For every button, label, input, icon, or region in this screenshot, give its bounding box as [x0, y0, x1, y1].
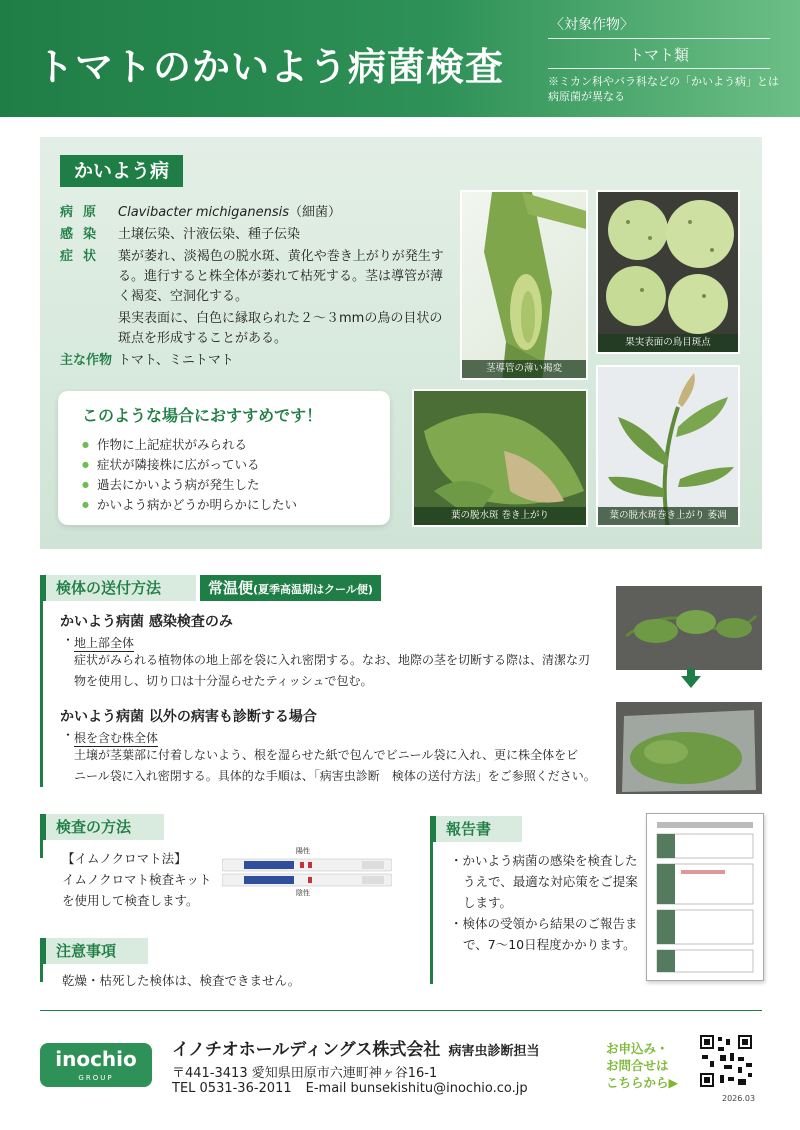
list-item: ● 過去にかいよう病が発生した	[82, 475, 297, 495]
shipping-badge	[200, 575, 381, 601]
info-value: 果実表面に、白色に縁取られた２～３mmの鳥の目状の斑点を形成することがある。	[118, 311, 443, 346]
photo-bagged-sample	[616, 702, 762, 794]
method-text	[62, 848, 211, 911]
disease-title: かいよう病	[60, 155, 183, 187]
method-line: を使用して検査します。	[62, 893, 199, 908]
info-row-pathogen	[60, 203, 450, 223]
photo-wilt	[596, 365, 740, 527]
apply-line: お申込み・	[606, 1041, 669, 1056]
qr-code-icon[interactable]	[698, 1033, 754, 1089]
company-logo	[40, 1043, 152, 1087]
arrow-down-icon	[681, 676, 701, 688]
sample-plant-image	[616, 586, 762, 670]
header-banner	[0, 0, 800, 117]
pathogen-name: Clavibacter michiganensis	[118, 205, 290, 220]
info-value: トマト、ミニトマト	[118, 353, 234, 368]
method-line: 【イムノクロマト法】	[62, 851, 187, 866]
case2-title: かいよう病菌 以外の病害も診断する場合	[60, 709, 317, 725]
method-line: イムノクロマト検査キット	[62, 872, 212, 887]
recommend-box	[58, 391, 390, 525]
divider	[548, 68, 770, 69]
photo-sample-plant	[616, 586, 762, 670]
photo-stem	[460, 190, 588, 380]
report-text: ・かいよう病菌の感染を検査した うえで、最適な対応策をご提案 します。 ・検体の受領から結果のご報告ま で、7〜10日程度かかります。	[450, 850, 640, 955]
info-key	[60, 309, 118, 349]
email-address[interactable]: E-mail bunsekishitu@inochio.co.jp	[305, 1081, 528, 1096]
company-address: 〒441-3413 愛知県田原市六連町神ヶ谷16-1	[172, 1066, 438, 1081]
info-row-symptoms-fruit	[60, 309, 450, 349]
info-key: 主な作物	[60, 353, 113, 368]
info-row-crops	[60, 351, 450, 371]
issue-date: 2026.03	[722, 1094, 756, 1103]
apply-prompt	[606, 1040, 678, 1091]
kit-positive-label: 陽性	[296, 847, 310, 855]
stem-image	[462, 192, 588, 380]
pathogen-type: （細菌）	[289, 205, 342, 220]
photo-caption: 葉の脱水斑 巻き上がり	[414, 507, 586, 525]
case1-label: 地上部全体	[74, 636, 135, 650]
badge-label: 常温便	[208, 579, 254, 597]
shipping-heading: 検体の送付方法	[40, 575, 196, 601]
disease-info	[60, 203, 450, 373]
bagged-sample-image	[616, 702, 762, 794]
department: 病害虫診断担当	[448, 1044, 540, 1059]
info-row-infection	[60, 225, 450, 245]
case2-line: ニール袋に入れ密閉する。具体的な手順は、「病害虫診断 検体の送付方法」をご参照ください。	[74, 769, 596, 783]
case2-line: 土壌が茎葉部に付着しないよう、根を湿らせた紙で包んでビニール袋に入れ、更に株全体をビ	[74, 748, 579, 762]
contact-line	[172, 1081, 542, 1096]
caution-heading: 注意事項	[40, 938, 148, 964]
case1-line: 症状がみられる植物体の地上部を袋に入れ密閉する。なお、地際の茎を切断する際は、清潔な刃	[74, 653, 591, 667]
target-crop-value: トマト類	[628, 46, 689, 64]
report-line: します。	[463, 895, 513, 910]
divider	[548, 38, 770, 39]
case2-label: 根を含む株全体	[74, 731, 159, 745]
section-rule	[40, 575, 43, 787]
case2-text	[74, 745, 604, 787]
logo-subtext: GROUP	[78, 1074, 114, 1082]
case1-line: 物を使用し、切り口は十分湿らせたティッシュで包む。	[74, 674, 373, 688]
company-label: イノチオホールディングス株式会社	[172, 1040, 441, 1060]
photo-caption: 果実表面の鳥目斑点	[598, 334, 738, 352]
report-line: うえで、最適な対応策をご提案	[463, 874, 638, 889]
info-key: 症状	[60, 249, 107, 264]
list-item: ● 作物に上記症状がみられる	[82, 435, 297, 455]
report-line: で、7〜10日程度かかります。	[463, 937, 636, 952]
kit-negative-label: 陰性	[296, 889, 310, 897]
fruit-image	[598, 192, 740, 354]
info-value: 葉が萎れ、淡褐色の脱水斑、黄化や巻き上がりが発生する。進行すると株全体が萎れて枯死する。茎は導管が薄く褐変、空洞化する。	[118, 249, 444, 304]
report-line: かいよう病菌の感染を検査した	[462, 853, 638, 868]
method-heading: 検査の方法	[40, 814, 164, 840]
info-row-symptoms	[60, 247, 450, 307]
report-line: 検体の受領から結果のご報告ま	[462, 916, 638, 931]
caution-text: 乾燥・枯死した検体は、検査できません。	[62, 973, 301, 988]
wilt-image	[598, 367, 740, 527]
apply-line: お問合せは	[606, 1058, 669, 1073]
info-value: 土壌伝染、汁液伝染、種子伝染	[118, 227, 301, 242]
case1-text	[74, 650, 604, 692]
list-item: ● かいよう病かどうか明らかにしたい	[82, 495, 297, 515]
photo-caption: 茎導管の薄い褐変	[462, 360, 586, 378]
apply-line: こちらから▶	[606, 1075, 679, 1090]
disease-panel	[40, 137, 762, 549]
photo-leaf	[412, 389, 588, 527]
company-name	[172, 1035, 539, 1060]
test-kit-image	[222, 858, 392, 888]
target-crop-heading: 〈対象作物〉	[550, 17, 634, 33]
recommend-list	[82, 435, 297, 515]
page-title: トマトのかいよう病菌検査	[36, 45, 505, 89]
list-item: ● 症状が隣接株に広がっている	[82, 455, 297, 475]
photo-fruit	[596, 190, 740, 354]
case1-title: かいよう病菌 感染検査のみ	[60, 614, 233, 630]
footer-divider	[40, 1010, 762, 1011]
info-key: 感染	[60, 227, 107, 242]
badge-note: (夏季高温期はクール便)	[253, 583, 373, 596]
report-document-icon	[647, 814, 763, 980]
info-key: 病原	[60, 205, 107, 220]
recommend-title: このような場合におすすめです！	[82, 406, 323, 425]
report-sample-image	[646, 813, 764, 981]
report-heading: 報告書	[430, 816, 522, 842]
logo-text: inochio	[55, 1047, 137, 1071]
target-crop-note: ※ミカン科やバラ科などの「かいよう病」とは病原菌が異なる	[548, 75, 779, 103]
phone-number[interactable]: TEL 0531-36-2011	[172, 1081, 292, 1096]
photo-caption: 葉の脱水斑巻き上がり 萎凋	[598, 507, 738, 525]
